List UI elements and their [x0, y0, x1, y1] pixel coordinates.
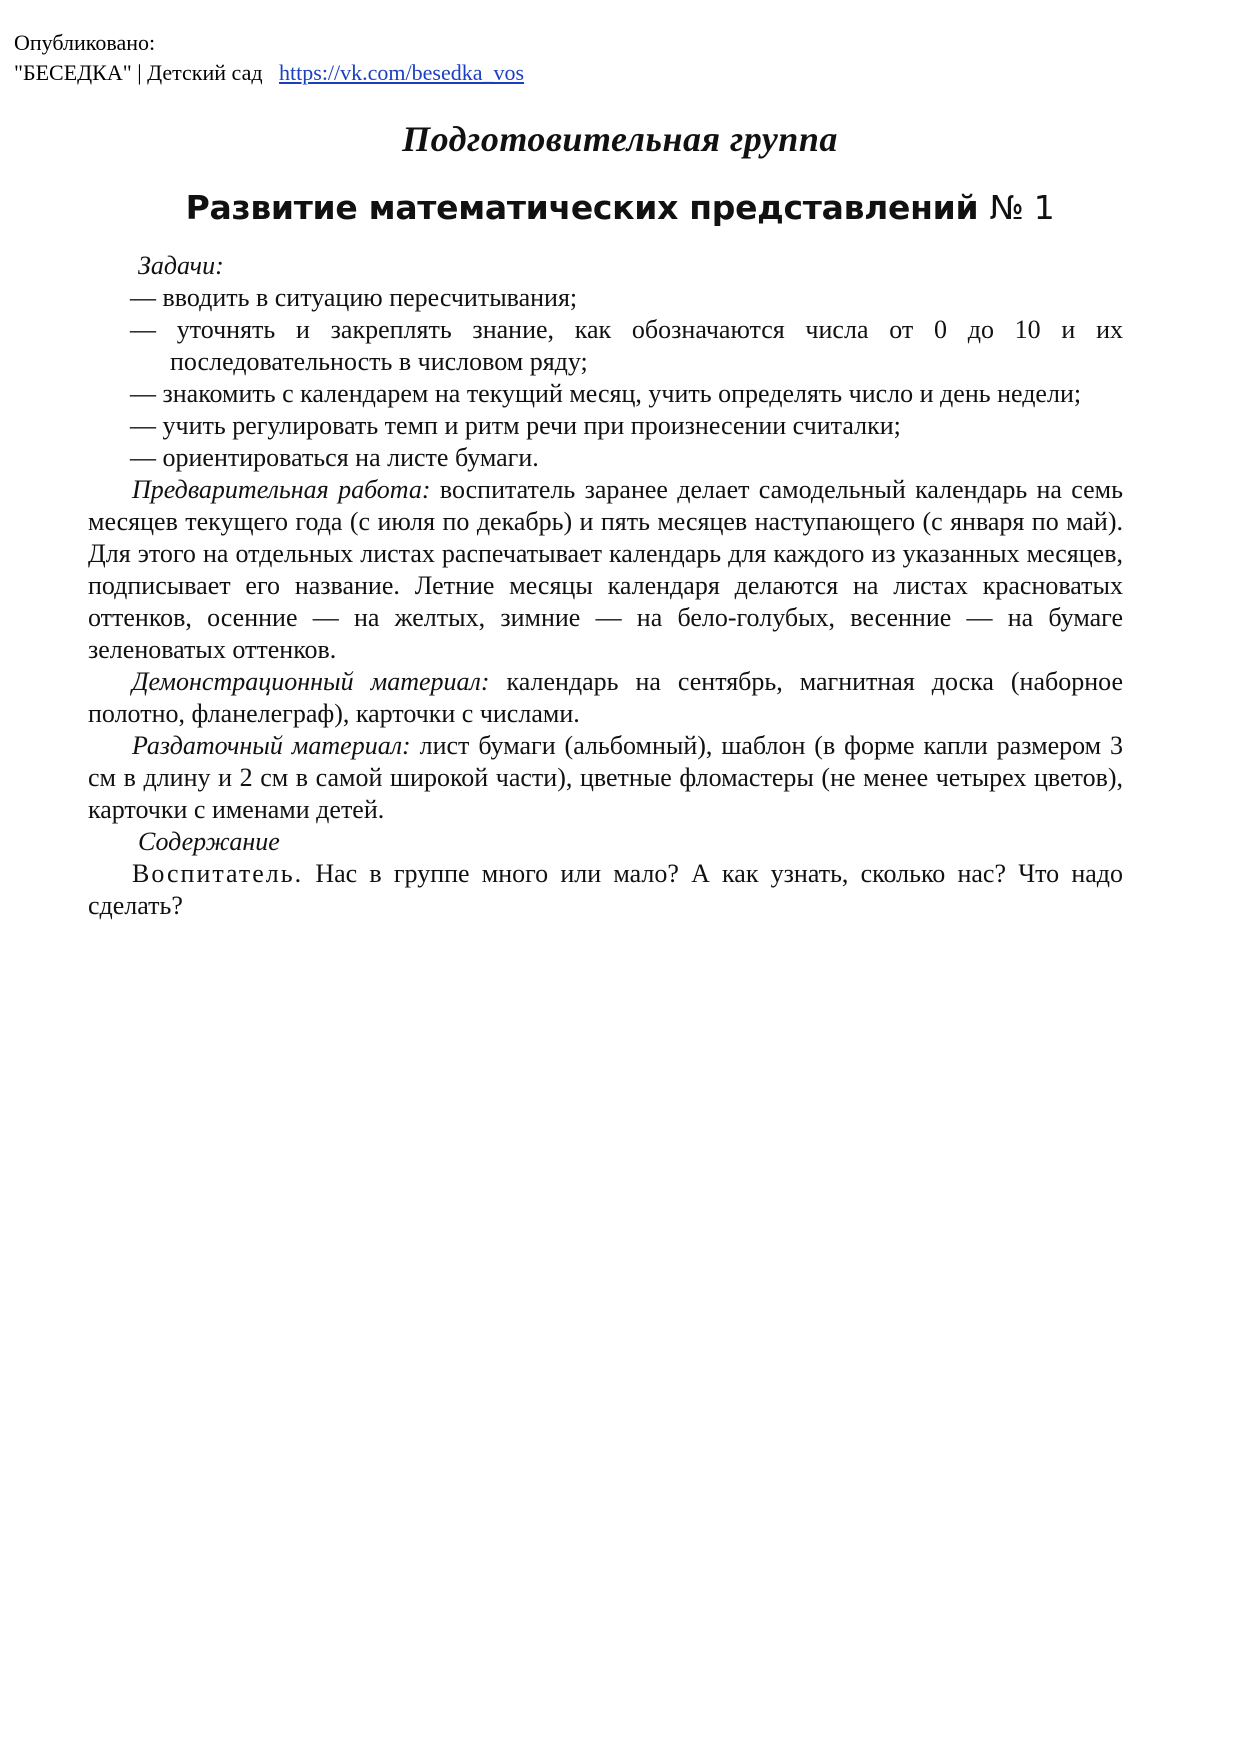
dialogue-paragraph — [88, 858, 1123, 922]
demo-material-label: Демонстрационный материал: — [132, 667, 490, 696]
lesson-number: № 1 — [989, 188, 1055, 227]
task-item: — вводить в ситуацию пересчитывания; — [130, 283, 578, 312]
publication-link[interactable]: https://vk.com/besedka_vos — [279, 60, 525, 85]
lesson-title — [0, 188, 1240, 227]
preliminary-work-paragraph — [88, 474, 1123, 666]
handout-material-paragraph — [88, 730, 1123, 826]
publication-info — [14, 28, 524, 88]
lesson-title-text: Развитие математических представлений — [185, 188, 979, 227]
task-item: — знакомить с календарем на текущий месяц, учить определять число и день недели; — [130, 379, 1082, 408]
content-heading: Содержание — [138, 827, 280, 856]
task-item: — учить регулировать темп и ритм речи при произнесении считалки; — [130, 411, 901, 440]
document-body — [88, 250, 1123, 922]
task-item: — ориентироваться на листе бумаги. — [130, 443, 539, 472]
task-item: — уточнять и закреплять знание, как обозначаются числа от 0 до 10 и их последовательность в числовом ряду; — [130, 315, 1123, 376]
preliminary-work-text: воспитатель заранее делает самодельный календарь на семь месяцев текущего года (с июля по декабрь) и пять месяцев наступающего (с января по май). Для этого на отдельных листах распечатывает календарь для каждого из указанных месяцев, подписывает его название. Летние месяцы календаря делаются на листах красноватых оттенков, осенние — на желтых, зимние — на бело-голубых, весенние — на бумаге зеленоватых оттенков. — [88, 475, 1123, 664]
group-title: Подготовительная группа — [402, 119, 838, 159]
demo-material-paragraph — [88, 666, 1123, 730]
speaker-speech: Нас в группе много или мало? А как узнать, сколько нас? Что надо сделать? — [88, 859, 1124, 920]
publication-label: Опубликовано: — [14, 30, 156, 55]
publication-source-line — [14, 58, 524, 88]
preliminary-work-label: Предварительная работа: — [132, 475, 431, 504]
handout-material-label: Раздаточный материал: — [132, 731, 411, 760]
publication-source: "БЕСЕДКА" | Детский сад — [14, 60, 263, 85]
tasks-heading: Задачи: — [138, 251, 224, 280]
demo-material-text: календарь на сентябрь, магнитная доска (наборное полотно, фланелеграф), карточки с числами. — [88, 667, 1124, 728]
speaker-label: Воспитатель. — [132, 859, 304, 888]
handout-material-text: лист бумаги (альбомный), шаблон (в форме капли размером 3 см в длину и 2 см в самой широкой части), цветные фломастеры (не менее четырех цветов), карточки с именами детей. — [88, 731, 1123, 824]
